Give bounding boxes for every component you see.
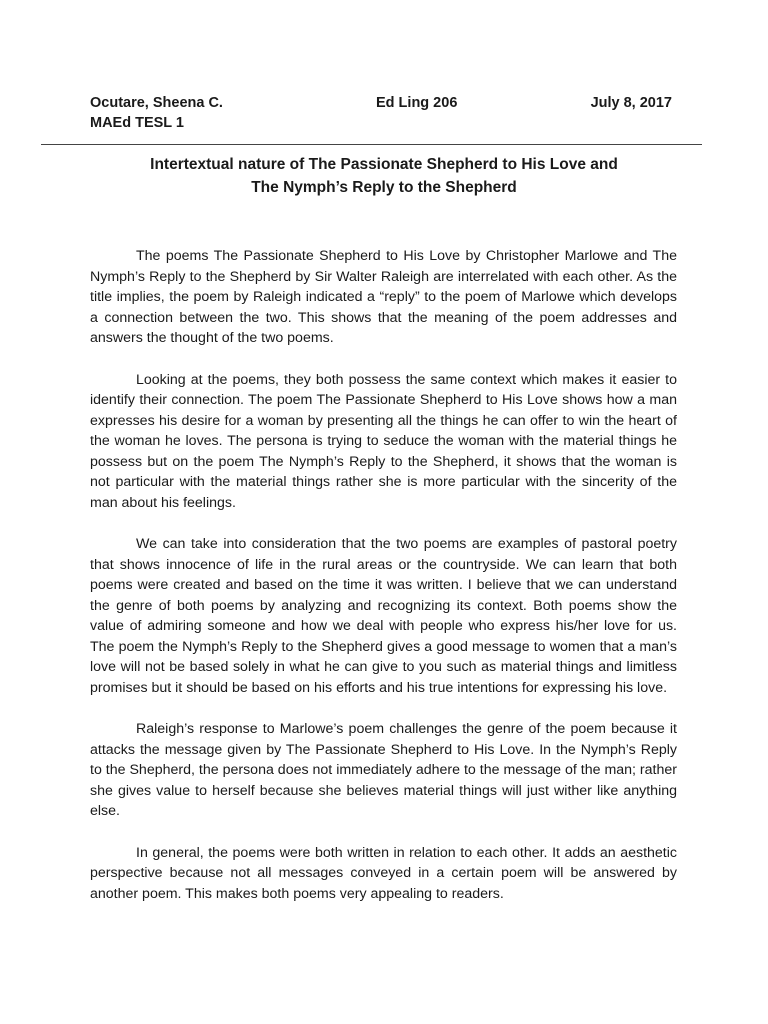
title-line-2: The Nymph’s Reply to the Shepherd bbox=[251, 179, 517, 196]
document-header bbox=[90, 93, 672, 133]
header-divider bbox=[41, 144, 702, 145]
document-body bbox=[90, 246, 677, 925]
submission-date: July 8, 2017 bbox=[590, 95, 672, 111]
course-code: Ed Ling 206 bbox=[376, 95, 458, 111]
program-name: MAEd TESL 1 bbox=[90, 115, 184, 131]
paragraph: In general, the poems were both written in relation to each other. It adds an aesthetic perspective because not all messages conveyed in a certain poem will be answered by another poem. This makes both poems very appealing to readers. bbox=[90, 844, 677, 902]
header-row bbox=[90, 93, 672, 113]
student-name: Ocutare, Sheena C. bbox=[90, 95, 223, 111]
paragraph: Raleigh’s response to Marlowe’s poem challenges the genre of the poem because it attacks the message given by The Passionate Shepherd to His Love. In the Nymph’s Reply to the Shepherd, the persona does not immediately adhere to the message of the man; rather she gives value to herself because she believes material things will just wither like anything else. bbox=[90, 721, 677, 819]
paragraph: The poems The Passionate Shepherd to His Love by Christopher Marlowe and The Nymph’s Reply to the Shepherd by Sir Walter Raleigh are interrelated with each other. As the title implies, the poem by Raleigh indicated a “reply” to the poem of Marlowe which develops a connection between the two. This shows that the meaning of the poem addresses and answers the thought of the two poems. bbox=[90, 248, 677, 346]
title-line-1: Intertextual nature of The Passionate Shepherd to His Love and bbox=[150, 156, 618, 173]
paragraph: Looking at the poems, they both possess the same context which makes it easier to identify their connection. The poem The Passionate Shepherd to His Love shows how a man expresses his desire for a woman by presenting all the things he can offer to win the heart of the woman he loves. The persona is trying to seduce the woman with the material things he possess but on the poem The Nymph’s Reply to the Shepherd, it shows that the woman is not particular with the material things rather she is more particular with the sincerity of the man about his feelings. bbox=[90, 371, 677, 511]
document-title bbox=[40, 153, 728, 199]
paragraph: We can take into consideration that the two poems are examples of pastoral poetry that shows innocence of life in the rural areas or the countryside. We can learn that both poems were created and based on the time it was written. I believe that we can understand the genre of both poems by analyzing and recognizing its context. Both poems show the value of admiring someone and how we deal with people who express his/her love for us. The poem the Nymph’s Reply to the Shepherd gives a good message to women that a man’s love will not be based solely in what he can give to you such as material things and limitless promises but it should be based on his efforts and his true intentions for expressing his love. bbox=[90, 536, 677, 696]
